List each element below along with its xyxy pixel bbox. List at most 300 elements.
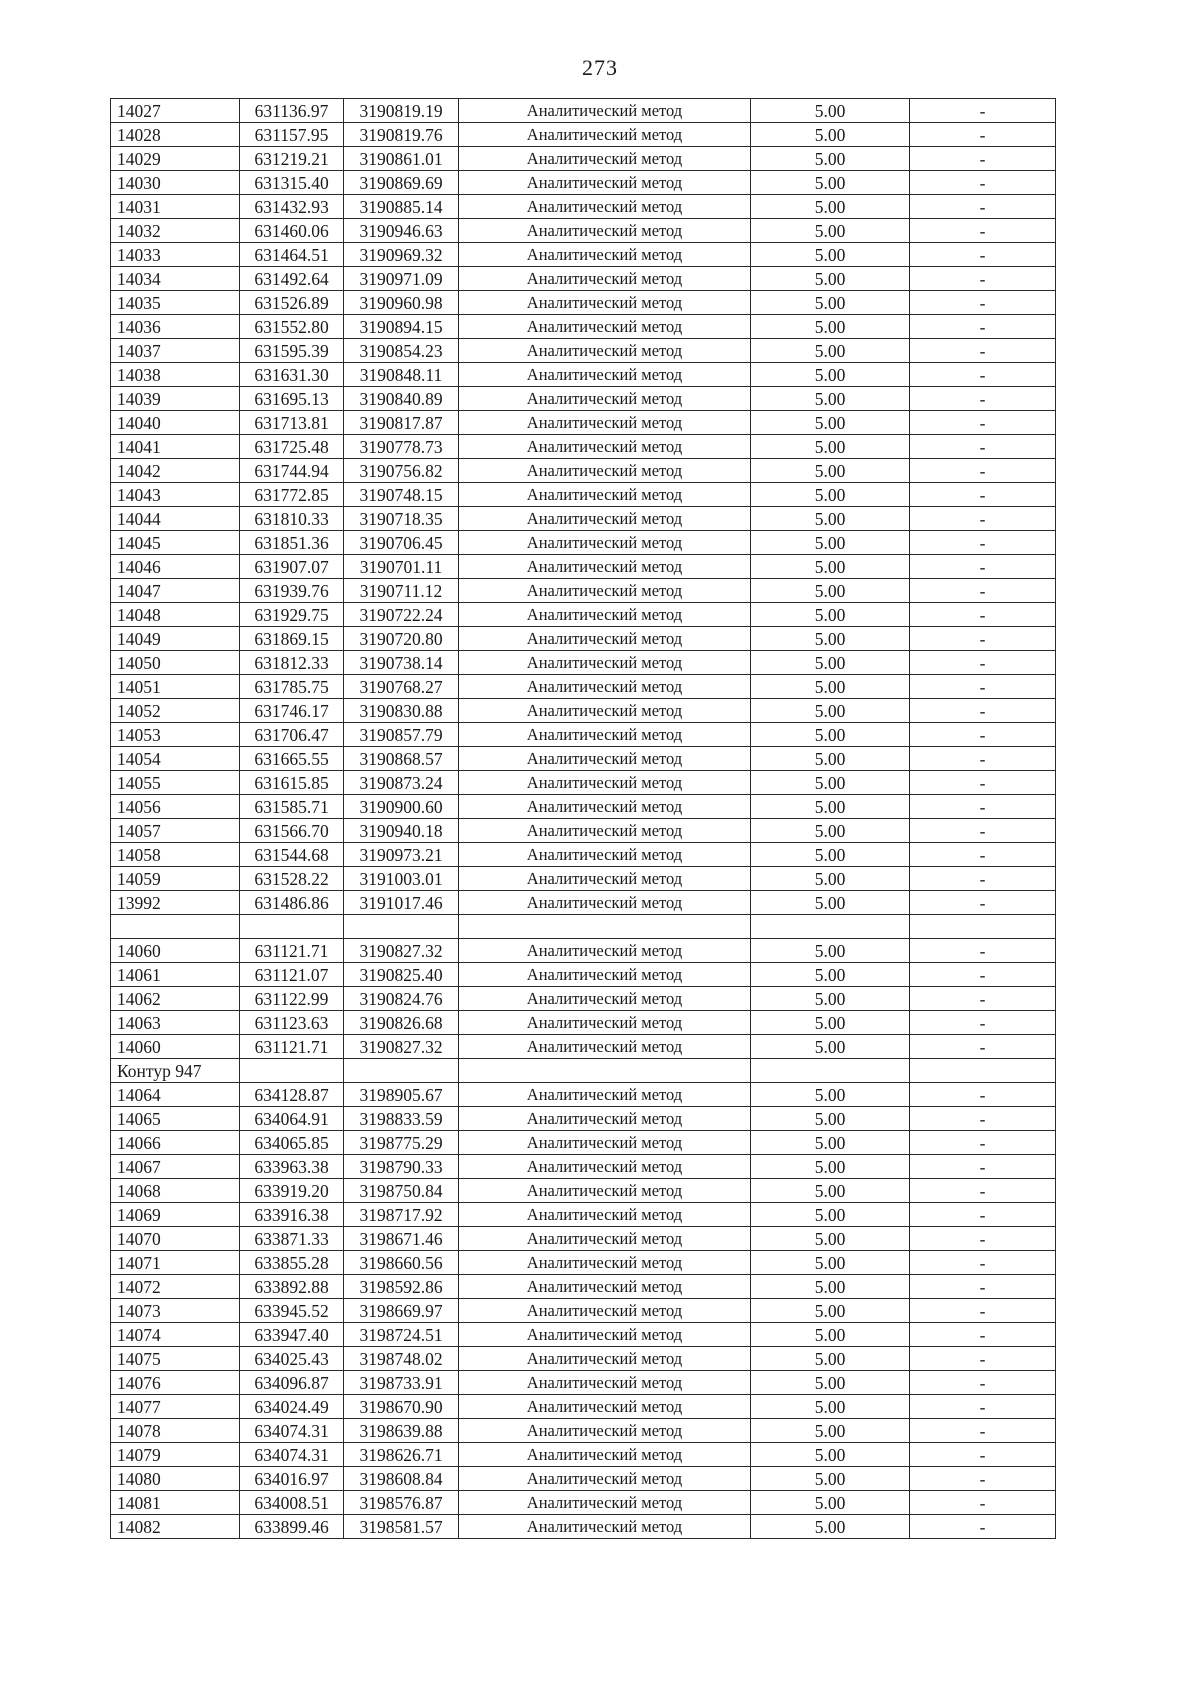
coordinate-x: 631219.21 [240, 147, 344, 171]
coordinate-x: 631121.07 [240, 963, 344, 987]
point-number: 14077 [111, 1395, 240, 1419]
point-description: - [910, 1395, 1056, 1419]
point-number: 14045 [111, 531, 240, 555]
point-number: 14030 [111, 171, 240, 195]
accuracy-value: 5.00 [751, 1275, 910, 1299]
accuracy-value: 5.00 [751, 339, 910, 363]
point-number: 14043 [111, 483, 240, 507]
accuracy-value: 5.00 [751, 1179, 910, 1203]
determination-method: Аналитический метод [459, 1419, 751, 1443]
determination-method: Аналитический метод [459, 315, 751, 339]
table-row [111, 867, 1056, 891]
determination-method: Аналитический метод [459, 891, 751, 915]
accuracy-value: 5.00 [751, 579, 910, 603]
accuracy-value: 5.00 [751, 435, 910, 459]
determination-method: Аналитический метод [459, 939, 751, 963]
table-row [111, 1251, 1056, 1275]
coordinate-x: 631706.47 [240, 723, 344, 747]
point-number: 14060 [111, 1035, 240, 1059]
determination-method: Аналитический метод [459, 699, 751, 723]
determination-method: Аналитический метод [459, 435, 751, 459]
table-row [111, 1371, 1056, 1395]
determination-method: Аналитический метод [459, 99, 751, 123]
point-description: - [910, 1227, 1056, 1251]
determination-method: Аналитический метод [459, 1347, 751, 1371]
coordinate-y: 3190817.87 [344, 411, 459, 435]
point-description: - [910, 1131, 1056, 1155]
point-number: 14031 [111, 195, 240, 219]
accuracy-value: 5.00 [751, 603, 910, 627]
coordinate-x: 633947.40 [240, 1323, 344, 1347]
table-row [111, 1323, 1056, 1347]
point-number: Контур 947 [111, 1059, 240, 1083]
table-row [111, 1035, 1056, 1059]
table-row [111, 171, 1056, 195]
coordinate-y: 3190827.32 [344, 939, 459, 963]
determination-method: Аналитический метод [459, 1251, 751, 1275]
point-number: 14039 [111, 387, 240, 411]
point-number: 14055 [111, 771, 240, 795]
point-number: 14042 [111, 459, 240, 483]
determination-method: Аналитический метод [459, 1011, 751, 1035]
table-row [111, 435, 1056, 459]
point-number: 14034 [111, 267, 240, 291]
accuracy-value: 5.00 [751, 1419, 910, 1443]
accuracy-value: 5.00 [751, 291, 910, 315]
table-row [111, 219, 1056, 243]
point-description: - [910, 1275, 1056, 1299]
coordinate-x: 631123.63 [240, 1011, 344, 1035]
point-number: 14056 [111, 795, 240, 819]
determination-method: Аналитический метод [459, 1299, 751, 1323]
determination-method: Аналитический метод [459, 819, 751, 843]
accuracy-value: 5.00 [751, 507, 910, 531]
coordinate-x: 631315.40 [240, 171, 344, 195]
point-description: - [910, 747, 1056, 771]
accuracy-value: 5.00 [751, 147, 910, 171]
point-description: - [910, 243, 1056, 267]
point-number [111, 915, 240, 939]
point-description: - [910, 1083, 1056, 1107]
table-row [111, 291, 1056, 315]
accuracy-value: 5.00 [751, 1299, 910, 1323]
determination-method: Аналитический метод [459, 1107, 751, 1131]
point-description: - [910, 339, 1056, 363]
determination-method: Аналитический метод [459, 387, 751, 411]
determination-method: Аналитический метод [459, 867, 751, 891]
coordinate-y: 3198733.91 [344, 1371, 459, 1395]
table-row [111, 123, 1056, 147]
table-row [111, 603, 1056, 627]
point-number: 14037 [111, 339, 240, 363]
coordinate-x: 631812.33 [240, 651, 344, 675]
point-description: - [910, 483, 1056, 507]
point-number: 14033 [111, 243, 240, 267]
point-description: - [910, 219, 1056, 243]
point-number: 14062 [111, 987, 240, 1011]
point-description: - [910, 1443, 1056, 1467]
coordinate-y: 3190825.40 [344, 963, 459, 987]
determination-method: Аналитический метод [459, 1395, 751, 1419]
determination-method: Аналитический метод [459, 603, 751, 627]
coordinate-x: 634008.51 [240, 1491, 344, 1515]
determination-method: Аналитический метод [459, 1179, 751, 1203]
accuracy-value: 5.00 [751, 1347, 910, 1371]
coordinate-x: 634065.85 [240, 1131, 344, 1155]
accuracy-value: 5.00 [751, 171, 910, 195]
accuracy-value [751, 915, 910, 939]
accuracy-value: 5.00 [751, 675, 910, 699]
coordinate-y: 3190857.79 [344, 723, 459, 747]
coordinate-y: 3198671.46 [344, 1227, 459, 1251]
coordinate-x: 631432.93 [240, 195, 344, 219]
point-description: - [910, 291, 1056, 315]
point-description: - [910, 819, 1056, 843]
coordinate-y: 3190778.73 [344, 435, 459, 459]
point-description: - [910, 363, 1056, 387]
coordinate-x: 631492.64 [240, 267, 344, 291]
point-description: - [910, 459, 1056, 483]
coordinate-x: 631929.75 [240, 603, 344, 627]
coordinate-y: 3198833.59 [344, 1107, 459, 1131]
point-description: - [910, 387, 1056, 411]
coordinate-x: 634074.31 [240, 1443, 344, 1467]
determination-method: Аналитический метод [459, 579, 751, 603]
accuracy-value: 5.00 [751, 1467, 910, 1491]
determination-method: Аналитический метод [459, 123, 751, 147]
table-row [111, 1347, 1056, 1371]
table-row [111, 675, 1056, 699]
table-row [111, 459, 1056, 483]
determination-method: Аналитический метод [459, 555, 751, 579]
accuracy-value: 5.00 [751, 1131, 910, 1155]
accuracy-value: 5.00 [751, 315, 910, 339]
point-description: - [910, 147, 1056, 171]
accuracy-value: 5.00 [751, 795, 910, 819]
determination-method: Аналитический метод [459, 1371, 751, 1395]
table-row [111, 1203, 1056, 1227]
accuracy-value: 5.00 [751, 1083, 910, 1107]
determination-method: Аналитический метод [459, 963, 751, 987]
point-description: - [910, 675, 1056, 699]
point-description: - [910, 1155, 1056, 1179]
coordinate-x: 634016.97 [240, 1467, 344, 1491]
determination-method: Аналитический метод [459, 483, 751, 507]
table-row [111, 627, 1056, 651]
table-row [111, 1107, 1056, 1131]
determination-method [459, 915, 751, 939]
accuracy-value: 5.00 [751, 1443, 910, 1467]
coordinate-x: 631486.86 [240, 891, 344, 915]
point-description: - [910, 195, 1056, 219]
point-number: 14074 [111, 1323, 240, 1347]
point-number: 14032 [111, 219, 240, 243]
coordinate-x: 631121.71 [240, 1035, 344, 1059]
coordinates-table [110, 98, 1056, 1539]
coordinate-x: 631121.71 [240, 939, 344, 963]
table-row [111, 1083, 1056, 1107]
table-row [111, 963, 1056, 987]
accuracy-value: 5.00 [751, 1491, 910, 1515]
table-row [111, 771, 1056, 795]
point-description: - [910, 1371, 1056, 1395]
accuracy-value: 5.00 [751, 411, 910, 435]
point-number: 14061 [111, 963, 240, 987]
coordinate-y: 3190854.23 [344, 339, 459, 363]
table-row [111, 195, 1056, 219]
coordinate-y: 3190711.12 [344, 579, 459, 603]
point-description: - [910, 795, 1056, 819]
point-description [910, 1059, 1056, 1083]
point-description: - [910, 1035, 1056, 1059]
coordinate-x: 631615.85 [240, 771, 344, 795]
table-row [111, 1059, 1056, 1083]
point-number: 14047 [111, 579, 240, 603]
coordinate-y: 3190748.15 [344, 483, 459, 507]
table-row [111, 99, 1056, 123]
coordinate-y: 3190960.98 [344, 291, 459, 315]
accuracy-value: 5.00 [751, 987, 910, 1011]
determination-method: Аналитический метод [459, 147, 751, 171]
point-description: - [910, 1515, 1056, 1539]
determination-method: Аналитический метод [459, 243, 751, 267]
coordinate-x: 631544.68 [240, 843, 344, 867]
coordinate-x: 631464.51 [240, 243, 344, 267]
table-row [111, 843, 1056, 867]
point-number: 13992 [111, 891, 240, 915]
coordinate-x: 633963.38 [240, 1155, 344, 1179]
coordinate-y [344, 915, 459, 939]
determination-method: Аналитический метод [459, 411, 751, 435]
point-description: - [910, 651, 1056, 675]
determination-method: Аналитический метод [459, 1515, 751, 1539]
point-description: - [910, 627, 1056, 651]
coordinate-x: 631566.70 [240, 819, 344, 843]
point-number: 14046 [111, 555, 240, 579]
point-description: - [910, 891, 1056, 915]
accuracy-value: 5.00 [751, 195, 910, 219]
coordinate-x: 631552.80 [240, 315, 344, 339]
determination-method: Аналитический метод [459, 1323, 751, 1347]
table-row [111, 987, 1056, 1011]
determination-method: Аналитический метод [459, 747, 751, 771]
point-description: - [910, 1107, 1056, 1131]
accuracy-value: 5.00 [751, 843, 910, 867]
coordinate-x: 634074.31 [240, 1419, 344, 1443]
accuracy-value [751, 1059, 910, 1083]
table-row [111, 1275, 1056, 1299]
table-row [111, 147, 1056, 171]
point-number: 14079 [111, 1443, 240, 1467]
point-number: 14059 [111, 867, 240, 891]
table-row [111, 1179, 1056, 1203]
point-description: - [910, 123, 1056, 147]
coordinate-x: 634128.87 [240, 1083, 344, 1107]
point-description: - [910, 99, 1056, 123]
table-row [111, 699, 1056, 723]
point-number: 14027 [111, 99, 240, 123]
coordinate-y: 3198639.88 [344, 1419, 459, 1443]
determination-method: Аналитический метод [459, 987, 751, 1011]
point-number: 14069 [111, 1203, 240, 1227]
point-number: 14065 [111, 1107, 240, 1131]
coordinate-y: 3190894.15 [344, 315, 459, 339]
coordinate-x: 631595.39 [240, 339, 344, 363]
coordinate-y: 3198750.84 [344, 1179, 459, 1203]
coordinate-x: 633871.33 [240, 1227, 344, 1251]
determination-method: Аналитический метод [459, 339, 751, 363]
accuracy-value: 5.00 [751, 387, 910, 411]
point-number: 14053 [111, 723, 240, 747]
determination-method: Аналитический метод [459, 723, 751, 747]
table-row [111, 555, 1056, 579]
coordinate-y: 3190869.69 [344, 171, 459, 195]
accuracy-value: 5.00 [751, 1515, 910, 1539]
coordinate-x: 631526.89 [240, 291, 344, 315]
table-row [111, 387, 1056, 411]
point-number: 14064 [111, 1083, 240, 1107]
coordinate-y: 3190826.68 [344, 1011, 459, 1035]
point-number: 14071 [111, 1251, 240, 1275]
coordinate-y: 3190718.35 [344, 507, 459, 531]
accuracy-value: 5.00 [751, 555, 910, 579]
point-number: 14068 [111, 1179, 240, 1203]
point-number: 14070 [111, 1227, 240, 1251]
table-row [111, 243, 1056, 267]
coordinate-x: 631725.48 [240, 435, 344, 459]
accuracy-value: 5.00 [751, 1155, 910, 1179]
point-number: 14075 [111, 1347, 240, 1371]
table-row [111, 579, 1056, 603]
coordinate-y: 3190706.45 [344, 531, 459, 555]
accuracy-value: 5.00 [751, 1107, 910, 1131]
coordinate-y: 3198717.92 [344, 1203, 459, 1227]
accuracy-value: 5.00 [751, 483, 910, 507]
table-row [111, 1395, 1056, 1419]
determination-method: Аналитический метод [459, 627, 751, 651]
point-number: 14049 [111, 627, 240, 651]
point-number: 14050 [111, 651, 240, 675]
table-row [111, 1155, 1056, 1179]
coordinate-y: 3190819.76 [344, 123, 459, 147]
determination-method: Аналитический метод [459, 1467, 751, 1491]
coordinate-y: 3198775.29 [344, 1131, 459, 1155]
coordinate-x: 634064.91 [240, 1107, 344, 1131]
accuracy-value: 5.00 [751, 891, 910, 915]
coordinate-x: 631869.15 [240, 627, 344, 651]
accuracy-value: 5.00 [751, 963, 910, 987]
coordinate-y: 3190830.88 [344, 699, 459, 723]
accuracy-value: 5.00 [751, 771, 910, 795]
table-row [111, 363, 1056, 387]
determination-method: Аналитический метод [459, 459, 751, 483]
point-description: - [910, 171, 1056, 195]
point-description: - [910, 1011, 1056, 1035]
point-description [910, 915, 1056, 939]
determination-method [459, 1059, 751, 1083]
table-row [111, 1299, 1056, 1323]
coordinate-y: 3190824.76 [344, 987, 459, 1011]
determination-method: Аналитический метод [459, 1131, 751, 1155]
coordinate-y: 3190827.32 [344, 1035, 459, 1059]
coordinate-x: 631851.36 [240, 531, 344, 555]
point-description: - [910, 939, 1056, 963]
coordinate-x: 631810.33 [240, 507, 344, 531]
coordinate-x: 633916.38 [240, 1203, 344, 1227]
coordinate-x: 631746.17 [240, 699, 344, 723]
coordinate-x: 634024.49 [240, 1395, 344, 1419]
coordinate-y: 3198660.56 [344, 1251, 459, 1275]
coordinate-y: 3198576.87 [344, 1491, 459, 1515]
coordinate-y: 3190722.24 [344, 603, 459, 627]
coordinate-y: 3190940.18 [344, 819, 459, 843]
coordinate-x: 631772.85 [240, 483, 344, 507]
accuracy-value: 5.00 [751, 939, 910, 963]
coordinate-x: 633919.20 [240, 1179, 344, 1203]
accuracy-value: 5.00 [751, 123, 910, 147]
determination-method: Аналитический метод [459, 1155, 751, 1179]
table-row [111, 915, 1056, 939]
coordinate-y: 3191003.01 [344, 867, 459, 891]
table-row [111, 1491, 1056, 1515]
table-row [111, 819, 1056, 843]
point-number: 14073 [111, 1299, 240, 1323]
coordinate-y: 3198670.90 [344, 1395, 459, 1419]
point-description: - [910, 579, 1056, 603]
point-number: 14052 [111, 699, 240, 723]
coordinate-y: 3190873.24 [344, 771, 459, 795]
determination-method: Аналитический метод [459, 267, 751, 291]
coordinate-x: 631939.76 [240, 579, 344, 603]
point-number: 14036 [111, 315, 240, 339]
coordinate-y: 3198581.57 [344, 1515, 459, 1539]
determination-method: Аналитический метод [459, 291, 751, 315]
table-row [111, 1515, 1056, 1539]
coordinate-y: 3190840.89 [344, 387, 459, 411]
point-description: - [910, 699, 1056, 723]
point-description: - [910, 435, 1056, 459]
accuracy-value: 5.00 [751, 1371, 910, 1395]
determination-method: Аналитический метод [459, 1443, 751, 1467]
coordinate-x: 631695.13 [240, 387, 344, 411]
table-row [111, 315, 1056, 339]
coordinate-y [344, 1059, 459, 1083]
table-row [111, 1419, 1056, 1443]
coordinate-y: 3198592.86 [344, 1275, 459, 1299]
accuracy-value: 5.00 [751, 1323, 910, 1347]
point-number: 14054 [111, 747, 240, 771]
point-description: - [910, 1323, 1056, 1347]
coordinate-x: 631136.97 [240, 99, 344, 123]
point-number: 14076 [111, 1371, 240, 1395]
coordinate-y: 3190848.11 [344, 363, 459, 387]
coordinate-x: 631907.07 [240, 555, 344, 579]
accuracy-value: 5.00 [751, 219, 910, 243]
determination-method: Аналитический метод [459, 843, 751, 867]
coordinate-x: 633899.46 [240, 1515, 344, 1539]
point-number: 14060 [111, 939, 240, 963]
point-description: - [910, 603, 1056, 627]
determination-method: Аналитический метод [459, 1203, 751, 1227]
coordinate-x: 631528.22 [240, 867, 344, 891]
table-row [111, 1227, 1056, 1251]
point-number: 14067 [111, 1155, 240, 1179]
coordinate-y: 3190868.57 [344, 747, 459, 771]
page-number: 273 [582, 55, 618, 80]
coordinate-y: 3190971.09 [344, 267, 459, 291]
point-description: - [910, 843, 1056, 867]
coordinate-x: 631585.71 [240, 795, 344, 819]
